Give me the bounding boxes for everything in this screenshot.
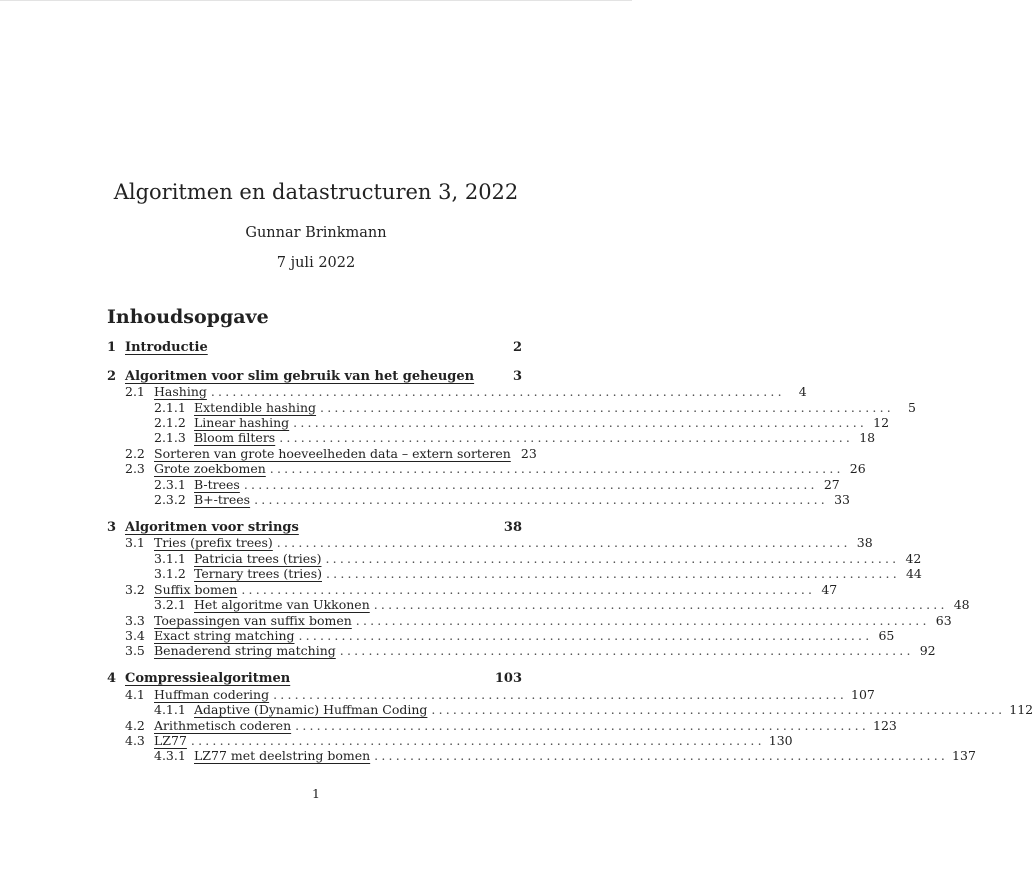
toc-entry-link[interactable]: Ternary trees (tries)	[194, 566, 322, 581]
toc-leader-dots: ................................................................................	[431, 702, 1006, 717]
toc-entry[interactable]	[107, 477, 840, 492]
toc-entry[interactable]	[107, 748, 976, 763]
toc-entry-number: 1	[107, 340, 117, 355]
toc-entry-link[interactable]: Hashing	[154, 384, 207, 399]
toc-entry-link[interactable]: Het algoritme van Ukkonen	[194, 597, 370, 612]
document-author: Gunnar Brinkmann	[245, 225, 387, 241]
toc-entry-page: 123	[873, 718, 897, 733]
toc-leader-dots: ................................................................................	[190, 733, 765, 748]
toc-leader-dots: ................................................................................	[210, 384, 785, 399]
toc-entry-link[interactable]: Suffix bomen	[154, 582, 238, 597]
toc-entry[interactable]	[107, 551, 922, 566]
toc-entry-number: 2.1.2	[154, 415, 186, 430]
toc-leader-dots: ................................................................................	[326, 566, 900, 581]
toc-entry[interactable]	[107, 340, 522, 355]
toc-entry-number: 4.3	[125, 733, 145, 748]
toc-leader-dots: ................................................................................	[276, 535, 851, 550]
toc-entry-number: 3.1.1	[154, 551, 186, 566]
toc-entry-link[interactable]: Adaptive (Dynamic) Huffman Coding	[194, 702, 428, 717]
toc-entry[interactable]	[107, 733, 793, 748]
toc-leader-dots: ................................................................................	[241, 582, 816, 597]
page-number: 1	[312, 786, 320, 801]
toc-leader-dots: ................................................................................	[293, 415, 868, 430]
document-title: Algoritmen en datastructuren 3, 2022	[113, 180, 519, 204]
toc-entry-number: 2.3.2	[154, 492, 186, 507]
toc-entry[interactable]	[107, 643, 936, 658]
toc-entry-page: 112	[1009, 702, 1033, 717]
toc-entry-page: 103	[494, 671, 522, 686]
toc-entry-number: 3.5	[125, 643, 145, 658]
toc-entry-page: 47	[821, 582, 838, 597]
toc-entry[interactable]	[107, 384, 807, 399]
toc-entry-link[interactable]: Sorteren van grote hoeveelheden data – extern sorteren	[154, 446, 511, 461]
toc-entry-link[interactable]: Linear hashing	[194, 415, 290, 430]
toc-entry-number: 4.3.1	[154, 748, 186, 763]
toc-entry-number: 4.2	[125, 718, 145, 733]
toc-entry-link[interactable]: Compressiealgoritmen	[125, 671, 291, 686]
toc-leader-dots: ................................................................................	[298, 628, 873, 643]
toc-entry-page: 2	[512, 340, 522, 355]
toc-entry-page: 137	[952, 748, 976, 763]
toc-entry-number: 3.1.2	[154, 566, 186, 581]
toc-entry-page: 44	[905, 566, 922, 581]
toc-entry[interactable]	[107, 687, 875, 702]
toc-entry-page: 42	[905, 551, 922, 566]
toc-entry[interactable]	[107, 446, 537, 461]
toc-entry[interactable]	[107, 718, 897, 733]
toc-entry[interactable]	[107, 671, 522, 686]
toc-entry-page: 26	[849, 461, 866, 476]
toc-entry-link[interactable]: Patricia trees (tries)	[194, 551, 322, 566]
toc-entry-page: 92	[919, 643, 936, 658]
toc-entry-number: 2.2	[125, 446, 145, 461]
toc-entry-link[interactable]: Bloom filters	[194, 430, 276, 445]
top-border	[0, 0, 632, 1]
toc-leader-dots: ................................................................................	[355, 613, 930, 628]
toc-entry-number: 4.1	[125, 687, 145, 702]
toc-leader-dots: ................................................................................	[339, 643, 914, 658]
toc-leader-dots: ................................................................................	[373, 597, 948, 612]
toc-entry-number: 3	[107, 520, 117, 535]
toc-entry[interactable]	[107, 492, 850, 507]
toc-entry-number: 3.1	[125, 535, 145, 550]
toc-entry-link[interactable]: Arithmetisch coderen	[154, 718, 292, 733]
toc-leader-dots: ................................................................................	[269, 461, 844, 476]
toc-leader-dots: ................................................................................	[295, 718, 870, 733]
toc-entry-page: 12	[873, 415, 890, 430]
toc-entry-page: 130	[768, 733, 793, 748]
toc-entry-number: 3.4	[125, 628, 145, 643]
toc-entry-number: 4.1.1	[154, 702, 186, 717]
toc-entry[interactable]	[107, 430, 876, 445]
toc-entry[interactable]	[107, 400, 916, 415]
toc-entry[interactable]	[107, 520, 522, 535]
toc-entry-link[interactable]: Extendible hashing	[194, 400, 317, 415]
toc-entry-link[interactable]: B+-trees	[194, 492, 251, 507]
toc-entry[interactable]	[107, 628, 895, 643]
toc-entry[interactable]	[107, 415, 890, 430]
toc-entry-page: 63	[935, 613, 952, 628]
toc-entry-number: 2.3	[125, 461, 145, 476]
toc-leader-dots: ................................................................................	[279, 430, 854, 445]
toc-entry-number: 2.1.1	[154, 400, 186, 415]
toc-entry[interactable]	[107, 566, 922, 581]
toc-leader-dots: ................................................................................	[273, 687, 847, 702]
toc-entry[interactable]	[107, 613, 952, 628]
toc-entry[interactable]	[107, 535, 873, 550]
toc-heading: Inhoudsopgave	[107, 306, 269, 328]
toc-entry[interactable]	[107, 369, 522, 384]
toc-entry[interactable]	[107, 597, 970, 612]
toc-entry-page: 107	[851, 687, 875, 702]
toc-leader-dots: ................................................................................	[254, 492, 828, 507]
toc-entry-number: 3.3	[125, 613, 145, 628]
toc-entry-page: 48	[953, 597, 970, 612]
toc-entry-page: 3	[512, 369, 522, 384]
toc-entry[interactable]	[107, 461, 866, 476]
toc-entry-link[interactable]: LZ77	[154, 733, 187, 748]
toc-entry-page: 38	[856, 535, 873, 550]
toc-entry-link[interactable]: Introductie	[125, 340, 208, 355]
toc-entry-link[interactable]: LZ77 met deelstring bomen	[194, 748, 371, 763]
toc-entry-link[interactable]: Tries (prefix trees)	[154, 535, 273, 550]
toc-entry-page: 33	[834, 492, 850, 507]
toc-entry[interactable]	[107, 702, 1033, 717]
toc-entry-number: 2.1.3	[154, 430, 186, 445]
toc-entry[interactable]	[107, 582, 838, 597]
document-date: 7 juli 2022	[276, 255, 356, 271]
toc-entry-link[interactable]: Benaderend string matching	[154, 643, 336, 658]
toc-entry-page: 18	[859, 430, 876, 445]
toc-leader-dots: ................................................................................	[320, 400, 894, 415]
toc-entry-link[interactable]: Huffman codering	[154, 687, 270, 702]
toc-entry-number: 3.2	[125, 582, 145, 597]
toc-entry-page: 27	[823, 477, 840, 492]
toc-entry-page: 65	[878, 628, 895, 643]
toc-entry-link[interactable]: B-trees	[194, 477, 240, 492]
toc-entry-page: 23	[520, 446, 537, 461]
toc-entry-number: 4	[107, 671, 117, 686]
toc-entry-link[interactable]: Grote zoekbomen	[154, 461, 266, 476]
toc-entry-link[interactable]: Algoritmen voor strings	[125, 520, 299, 535]
toc-entry-page: 4	[798, 384, 807, 399]
toc-entry-page: 38	[503, 520, 522, 535]
toc-entry-link[interactable]: Toepassingen van suffix bomen	[154, 613, 352, 628]
toc-entry-number: 3.2.1	[154, 597, 186, 612]
toc-leader-dots: ................................................................................	[243, 477, 818, 492]
toc-leader-dots: ................................................................................	[325, 551, 900, 566]
toc-entry-page: 5	[907, 400, 916, 415]
toc-leader-dots: ................................................................................	[374, 748, 949, 763]
toc-entry-number: 2.3.1	[154, 477, 186, 492]
toc-entry-number: 2.1	[125, 384, 145, 399]
toc-entry-link[interactable]: Exact string matching	[154, 628, 295, 643]
toc-entry-link[interactable]: Algoritmen voor slim gebruik van het geheugen	[125, 369, 475, 384]
toc-entry-number: 2	[107, 369, 117, 384]
